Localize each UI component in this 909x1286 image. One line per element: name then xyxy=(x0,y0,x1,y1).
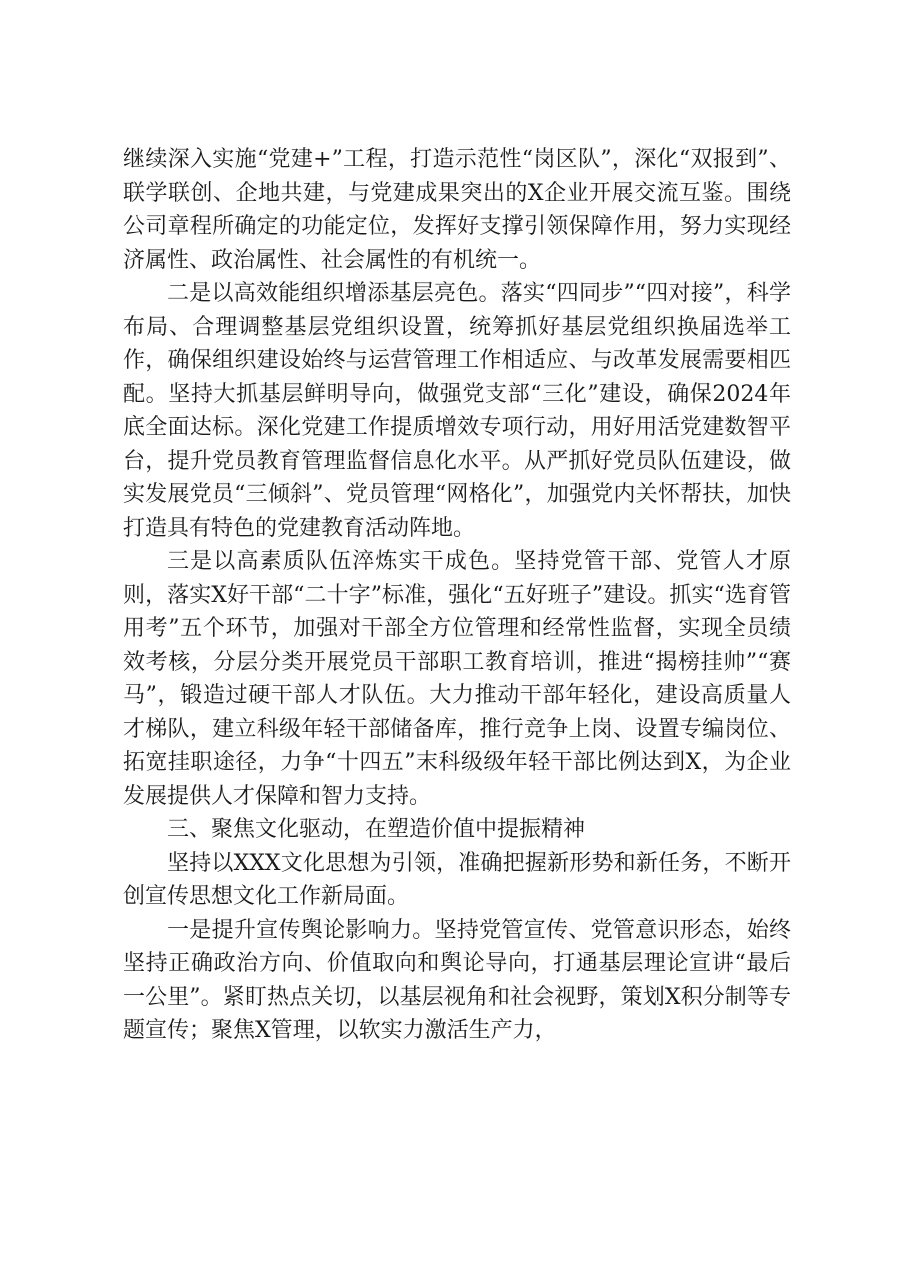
paragraph-publicity: 一是提升宣传舆论影响力。坚持党管宣传、党管意识形态，始终坚持正确政治方向、价值取向和舆论导向，打通基层理论宣讲“最后一公里”。紧盯热点关切，以基层视角和社会视野，策划X积分制等专题宣传；聚焦X管理，以软实力激活生产力， xyxy=(123,917,791,1043)
document-body xyxy=(123,143,791,1048)
paragraph-continuation: 继续深入实施“党建+”工程，打造示范性“岗区队”，深化“双报到”、联学联创、企地共建，与党建成果突出的X企业开展交流互鉴。围绕公司章程所确定的功能定位，发挥好支撑引领保障作用，努力实现经济属性、政治属性、社会属性的有机统一。 xyxy=(123,147,791,273)
section-heading-culture: 三、聚焦文化驱动，在塑造价值中提振精神 xyxy=(167,817,586,842)
paragraph-organization: 二是以高效能组织增添基层亮色。落实“四同步”“四对接”，科学布局、合理调整基层党组织设置，统筹抓好基层党组织换届选举工作，确保组织建设始终与运营管理工作相适应、与改革发展需要相匹配。坚持大抓基层鲜明导向，做强党支部“三化”建设，确保2024年底全面达标。深化党建工作提质增效专项行动，用好用活党建数智平台，提升党员教育管理监督信息化水平。从严抓好党员队伍建设，做实发展党员“三倾斜”、党员管理“网格化”，加强党内关怀帮扶，加快打造具有特色的党建教育活动阵地。 xyxy=(123,281,791,541)
paragraph-culture-intro: 坚持以XXX文化思想为引领，准确把握新形势和新任务，不断开创宣传思想文化工作新局面。 xyxy=(123,850,791,909)
paragraph-team: 三是以高素质队伍淬炼实干成色。坚持党管干部、党管人才原则，落实X好干部“二十字”标准，强化“五好班子”建设。抓实“选育管用考”五个环节，加强对干部全方位管理和经常性监督，实现全员绩效考核，分层分类开展党员干部职工教育培训，推进“揭榜挂帅”“赛马”，锻造过硬干部人才队伍。大力推动干部年轻化，建设高质量人才梯队，建立科级年轻干部储备库，推行竞争上岗、设置专编岗位、拓宽挂职途径，力争“十四五”末科级级年轻干部比例达到X，为企业发展提供人才保障和智力支持。 xyxy=(123,549,791,809)
